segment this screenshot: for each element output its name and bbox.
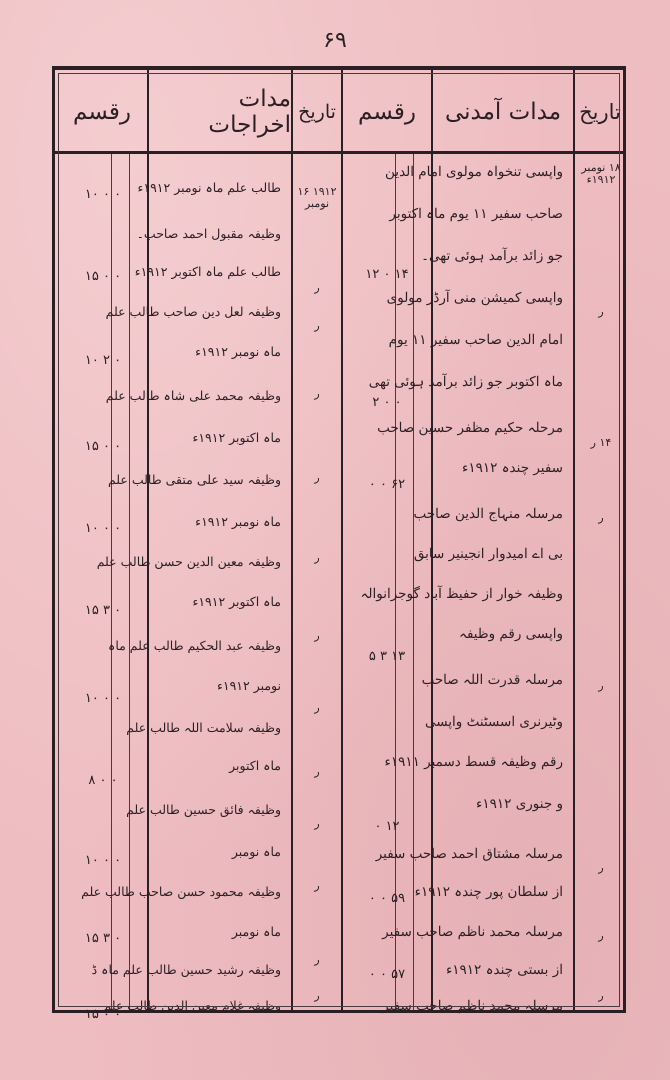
expense-date: ر xyxy=(314,989,320,1002)
income-line: از بستی چندہ ۱۹۱۲ء xyxy=(445,962,563,978)
income-line: مرسلہ محمد ناظم صاحب سفیر xyxy=(382,998,563,1014)
income-line: مرسلہ مشتاق احمد صاحب سفیر xyxy=(375,846,563,862)
income-line: واپسی تنخواہ مولوی امام الدین xyxy=(385,164,563,180)
income-line: واپسی کمیشن منی آرڈر مولوی xyxy=(386,290,563,306)
expense-line: وظیفہ محمود حسن صاحب طالب علم xyxy=(81,884,281,899)
income-line: رقم وظیفہ قسط دسمبر ۱۹۱۱ء xyxy=(384,754,563,770)
income-line: مرحلہ حکیم مظفر حسین صاحب xyxy=(377,420,563,436)
expense-date: ر xyxy=(314,817,320,830)
income-line: مرسلہ محمد ناظم صاحب سفیر xyxy=(382,924,563,940)
income-line: امام الدین صاحب سفیر ۱۱ یوم xyxy=(388,332,563,348)
column-divider xyxy=(341,70,343,1010)
income-date: ر xyxy=(598,989,604,1002)
income-line: سفیر چندہ ۱۹۱۲ء xyxy=(461,460,563,476)
income-date: ر xyxy=(598,929,604,942)
income-line: صاحب سفیر ۱۱ یوم ماہ اکتوبر xyxy=(389,206,563,222)
income-amount: ۱۲ ۰ ۱۴ xyxy=(365,267,409,282)
expense-line: وظیفہ رشید حسین طالب علم ماہ ڈ xyxy=(91,962,281,977)
column-divider xyxy=(291,70,293,1010)
income-date: ۱۴ ر xyxy=(590,436,612,449)
amount-subdivider xyxy=(413,154,414,1010)
expense-amount: ۱۵ ۳ ۰ xyxy=(84,603,122,618)
expense-date: ر xyxy=(314,879,320,892)
expense-line: ماہ اکتوبر xyxy=(229,758,281,773)
expense-line: ماہ نومبر ۱۹۱۲ء xyxy=(195,514,281,529)
income-date: ۱۸ نومبر ۱۹۱۲ء xyxy=(581,161,621,187)
expense-line: ماہ نومبر ۱۹۱۲ء xyxy=(195,344,281,359)
income-amount: ۵ ۳ ۱۳ xyxy=(368,649,406,664)
expense-amount: ۱۵ ۰ ۰ xyxy=(84,269,122,284)
expense-line: وظیفہ محمد علی شاہ طالب علم xyxy=(105,388,281,403)
expense-line: ماہ اکتوبر ۱۹۱۲ء xyxy=(192,594,281,609)
income-date: ر xyxy=(598,861,604,874)
income-date: ر xyxy=(598,511,604,524)
expense-line: وظیفہ سلامت اللہ طالب علم xyxy=(126,720,281,735)
expense-date: ر xyxy=(314,281,320,294)
income-line: مرسلہ قدرت اللہ صاحب xyxy=(421,672,563,688)
income-amount: ۰ ۰ ۵۷ xyxy=(368,967,406,982)
expense-date: ر xyxy=(314,765,320,778)
expense-date: ر xyxy=(314,387,320,400)
income-line: و جنوری ۱۹۱۲ء xyxy=(476,796,563,812)
expense-line: وظیفہ لعل دین صاحب طالب علم xyxy=(105,304,281,319)
income-line: ماہ اکتوبر جو زائد برآمد ہوئی تھی xyxy=(368,374,563,390)
income-line: وٹیرنری اسسٹنٹ واپسی xyxy=(425,714,563,730)
page-number: ۶۹ xyxy=(323,28,347,53)
expense-line: وظیفہ عبد الحکیم طالب علم ماہ xyxy=(108,638,281,653)
expense-date: ر xyxy=(314,471,320,484)
income-line: واپسی رقم وظیفہ xyxy=(459,626,563,642)
expense-amount: ۱۰ ۰ ۰ xyxy=(84,691,122,706)
expense-line: طالب علم ماہ نومبر ۱۹۱۲ء xyxy=(137,180,281,195)
expense-line: وظیفہ سید علی متقی طالب علم xyxy=(107,472,281,487)
expense-line: طالب علم ماہ اکتوبر ۱۹۱۲ء xyxy=(134,264,281,279)
header-income-items: مدات آمدنی xyxy=(444,99,562,125)
income-amount: ۰ ۰ ۵۹ xyxy=(368,891,406,906)
income-line: مرسلہ منہاج الدین صاحب xyxy=(413,506,563,522)
expense-line: ماہ نومبر xyxy=(231,924,281,939)
expense-amount: ۱۰ ۲ ۰ xyxy=(84,353,122,368)
expense-date: ر xyxy=(314,701,320,714)
income-line: وظیفہ خوار از حفیظ آباد گوجرانوالہ xyxy=(360,586,563,602)
expense-amount: ۱۰ ۰ ۰ xyxy=(84,853,122,868)
expense-date: ر xyxy=(314,551,320,564)
ledger-table xyxy=(52,66,626,1022)
income-date: ر xyxy=(598,305,604,318)
expense-amount: ۱۵ ۳ ۰ xyxy=(84,931,122,946)
expense-date: ر xyxy=(314,629,320,642)
expense-line: ماہ اکتوبر ۱۹۱۲ء xyxy=(192,430,281,445)
expense-date: ر xyxy=(314,953,320,966)
expense-line: وظیفہ فائق حسین طالب علم xyxy=(126,802,281,817)
header-income-amount: رقسم xyxy=(358,99,416,125)
income-line: جو زائد برآمد ہوئی تھی۔ xyxy=(421,248,563,264)
income-amount: ۲ ۰ ۰ xyxy=(372,395,402,410)
income-amount: ۰ ۱۲ xyxy=(374,819,400,834)
header-date-expense: تاریخ xyxy=(298,101,336,123)
expense-line: وظیفہ غلام معین الدین طالب علم xyxy=(103,998,281,1013)
column-divider xyxy=(147,70,149,1010)
income-date: ر xyxy=(598,679,604,692)
income-amount: ۰ ۰ ۶۲ xyxy=(368,477,406,492)
expense-amount: ۱۵ ۰ ۰ xyxy=(84,1007,122,1022)
header-expense-items: مدات اخراجات xyxy=(208,86,291,138)
amount-subdivider xyxy=(395,154,396,1010)
header-date-income: تاریخ xyxy=(579,100,621,124)
expense-amount: ۸ ۰ ۰ xyxy=(88,773,118,788)
expense-amount: ۱۰ ۰ ۰ xyxy=(84,521,122,536)
income-line: از سلطان پور چندہ ۱۹۱۲ء xyxy=(414,884,563,900)
expense-date: ر xyxy=(314,319,320,332)
expense-amount: ۱۵ ۰ ۰ xyxy=(84,439,122,454)
expense-amount: ۱۰ ۰ ۰ xyxy=(84,187,122,202)
header-expense-amount: رقسم xyxy=(73,99,131,125)
expense-line: نومبر ۱۹۱۲ء xyxy=(216,678,281,693)
expense-date: ۱۹۱۲ ۱۶ نومبر xyxy=(297,185,337,211)
income-line: بی اے امیدوار انجینیر سابق xyxy=(413,546,563,562)
expense-line: وظیفہ مقبول احمد صاحب۔ xyxy=(136,226,281,241)
expense-line: ماہ نومبر xyxy=(231,844,281,859)
expense-line: وظیفہ معین الدین حسن طالب علم xyxy=(96,554,281,569)
